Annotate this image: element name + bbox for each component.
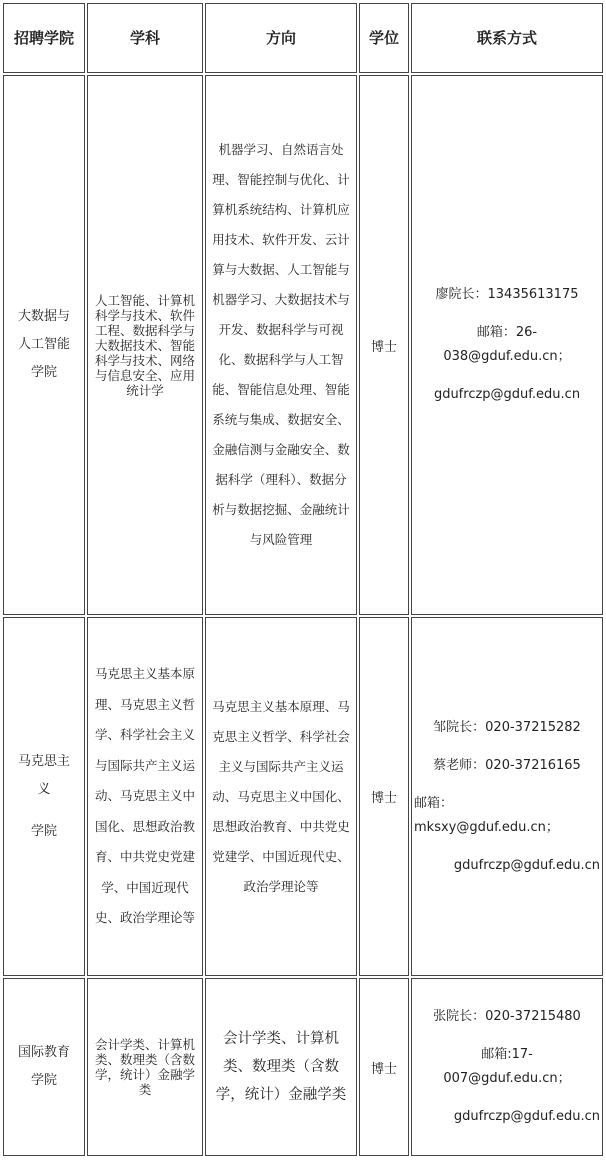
contact-cell [411, 617, 603, 976]
college-cell [3, 75, 85, 615]
college-name-line: 学院 [30, 823, 57, 839]
direction-cell: 马克思主义基本原理、马克思主义哲学、科学社会主义与国际共产主义运动、马克思主义中国化、思想政治教育、中共党史党建学、中国近现代史、政治学理论等 [205, 617, 357, 976]
header-row [3, 3, 603, 73]
header-college: 招聘学院 [3, 3, 85, 73]
college-name-line: 大数据与 [17, 309, 70, 324]
degree-cell: 博士 [359, 978, 409, 1156]
contact-cell [411, 75, 603, 615]
email-link[interactable]: mksxy@gduf.edu.cn； [414, 819, 559, 835]
email-link[interactable]: gdufrczp@gduf.edu.cn [453, 857, 600, 873]
degree-cell: 博士 [359, 617, 409, 976]
table-row [3, 617, 603, 976]
dean-contact: 廖院长：13435613175 [435, 287, 579, 302]
email-link[interactable]: 007@gduf.edu.cn； [443, 1071, 571, 1086]
header-direction: 方向 [205, 3, 357, 73]
direction-cell: 会计学类、计算机类、数理类（含数学，统计）金融学类 [205, 978, 357, 1156]
college-name-line: 马克思主 [17, 753, 70, 769]
dean-contact: 张院长：020-37215480 [433, 1009, 581, 1024]
subject-cell: 会计学类、计算机类、数理类（含数学，统计）金融学类 [87, 978, 203, 1156]
college-name-line: 国际教育 [17, 1045, 70, 1060]
college-name-line: 学院 [30, 1073, 57, 1088]
college-cell [3, 978, 85, 1156]
table-row [3, 978, 603, 1156]
subject-cell: 人工智能、计算机科学与技术、软件工程、数据科学与大数据技术、智能科学与技术、网络与信息安全、应用统计学 [87, 75, 203, 615]
email-label: 邮箱:17- [481, 1047, 533, 1062]
table-row [3, 75, 603, 615]
college-name-line: 义 [37, 781, 51, 797]
email-link[interactable]: 038@gduf.edu.cn； [443, 349, 571, 364]
email-label: 邮箱：26- [476, 325, 538, 340]
header-contact: 联系方式 [411, 3, 603, 73]
email-label: 邮箱： [414, 795, 454, 811]
college-cell [3, 617, 85, 976]
email-link[interactable]: gdufrczp@gduf.edu.cn [453, 1109, 600, 1124]
college-name-line: 学院 [30, 365, 57, 380]
email-link[interactable]: gdufrczp@gduf.edu.cn [433, 387, 581, 402]
subject-cell: 马克思主义基本原理、马克思主义哲学、科学社会主义与国际共产主义运动、马克思主义中国化、思想政治教育、中共党史党建学、中国近现代史、政治学理论等 [87, 617, 203, 976]
header-subject: 学科 [87, 3, 203, 73]
college-name-line: 人工智能 [17, 337, 70, 352]
header-degree: 学位 [359, 3, 409, 73]
contact-cell [411, 978, 603, 1156]
degree-cell: 博士 [359, 75, 409, 615]
recruitment-table [1, 1, 605, 1158]
teacher-contact: 蔡老师：020-37216165 [433, 757, 581, 773]
dean-contact: 邹院长：020-37215282 [433, 719, 581, 735]
direction-cell: 机器学习、自然语言处理、智能控制与优化、计算机系统结构、计算机应用技术、软件开发、云计算与大数据、人工智能与机器学习、大数据技术与开发、数据科学与可视化、数据科学与人工智能、智能信息处理、智能系统与集成、数据安全、金融信测与金融安全、数据科学（理科）、数据分析与数据挖掘、金融统计与风险管理 [205, 75, 357, 615]
